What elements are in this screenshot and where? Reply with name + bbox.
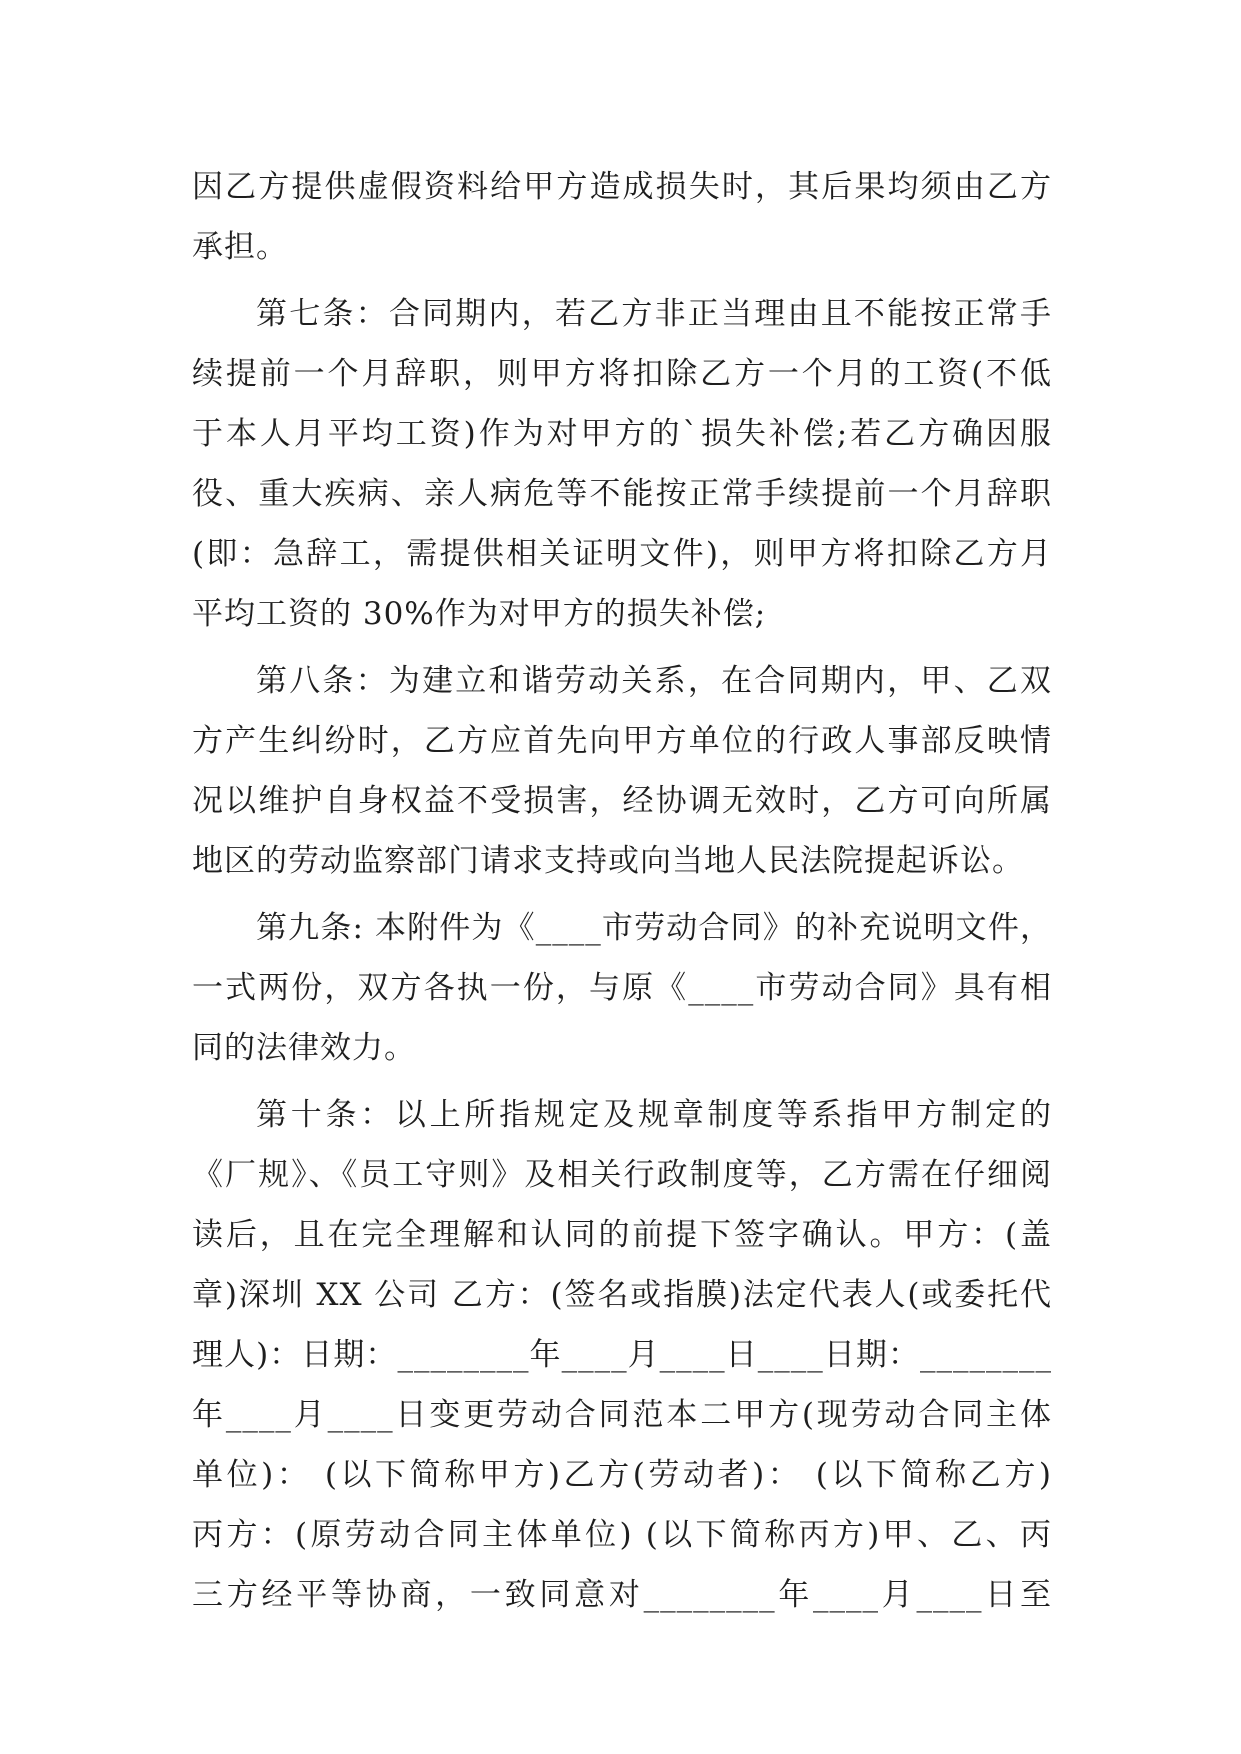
paragraph-gap bbox=[192, 277, 1052, 284]
paragraph bbox=[192, 284, 1052, 644]
text-line: 第七条：合同期内，若乙方非正当理由且不能按正常手 bbox=[256, 296, 1052, 332]
text-line: 况以维护自身权益不受损害，经协调无效时，乙方可向所属 bbox=[192, 783, 1052, 819]
text-line: 方产生纠纷时，乙方应首先向甲方单位的行政人事部反映情 bbox=[192, 723, 1052, 759]
text-line: 《厂规》、《员工守则》及相关行政制度等，乙方需在仔细阅 bbox=[192, 1157, 1052, 1193]
text-line: 丙方：(原劳动合同主体单位) (以下简称丙方)甲、乙、丙 bbox=[192, 1517, 1052, 1553]
text-line: 承担。 bbox=[192, 229, 288, 265]
text-line: 三方经平等协商，一致同意对________年____月____日至 bbox=[192, 1577, 1052, 1613]
text-line: 一式两份，双方各执一份，与原《____市劳动合同》具有相 bbox=[192, 970, 1052, 1006]
paragraph-gap bbox=[192, 891, 1052, 898]
document-page bbox=[192, 157, 1052, 1625]
text-line: 于本人月平均工资)作为对甲方的`损失补偿;若乙方确因服 bbox=[192, 416, 1052, 452]
text-line: 役、重大疾病、亲人病危等不能按正常手续提前一个月辞职 bbox=[192, 476, 1052, 512]
text-line: 续提前一个月辞职，则甲方将扣除乙方一个月的工资(不低 bbox=[192, 356, 1052, 392]
paragraph-gap bbox=[192, 1078, 1052, 1085]
paragraph bbox=[192, 898, 1052, 1078]
text-line: 读后，且在完全理解和认同的前提下签字确认。甲方：(盖 bbox=[192, 1217, 1052, 1253]
paragraph bbox=[192, 1085, 1052, 1625]
text-line: 年____月____日变更劳动合同范本二甲方(现劳动合同主体 bbox=[192, 1397, 1052, 1433]
text-line: 同的法律效力。 bbox=[192, 1030, 416, 1066]
text-line: 章)深圳 XX 公司 乙方：(签名或指膜)法定代表人(或委托代 bbox=[192, 1277, 1052, 1313]
text-line: 地区的劳动监察部门请求支持或向当地人民法院提起诉讼。 bbox=[192, 843, 1024, 879]
paragraph bbox=[192, 651, 1052, 891]
text-line: (即：急辞工，需提供相关证明文件)，则甲方将扣除乙方月 bbox=[192, 536, 1052, 572]
text-line: 第九条: 本附件为《____市劳动合同》的补充说明文件， bbox=[256, 910, 1052, 946]
text-line: 第八条：为建立和谐劳动关系，在合同期内，甲、乙双 bbox=[256, 663, 1052, 699]
text-line: 平均工资的 30%作为对甲方的损失补偿; bbox=[192, 596, 767, 632]
paragraph-gap bbox=[192, 644, 1052, 651]
text-line: 理人)：日期：________年____月____日____日期：________ bbox=[192, 1337, 1052, 1373]
text-line: 第十条：以上所指规定及规章制度等系指甲方制定的 bbox=[256, 1097, 1052, 1133]
text-line: 因乙方提供虚假资料给甲方造成损失时，其后果均须由乙方 bbox=[192, 169, 1052, 205]
paragraph bbox=[192, 157, 1052, 277]
text-line: 单位)： (以下简称甲方)乙方(劳动者)： (以下简称乙方) bbox=[192, 1457, 1052, 1493]
